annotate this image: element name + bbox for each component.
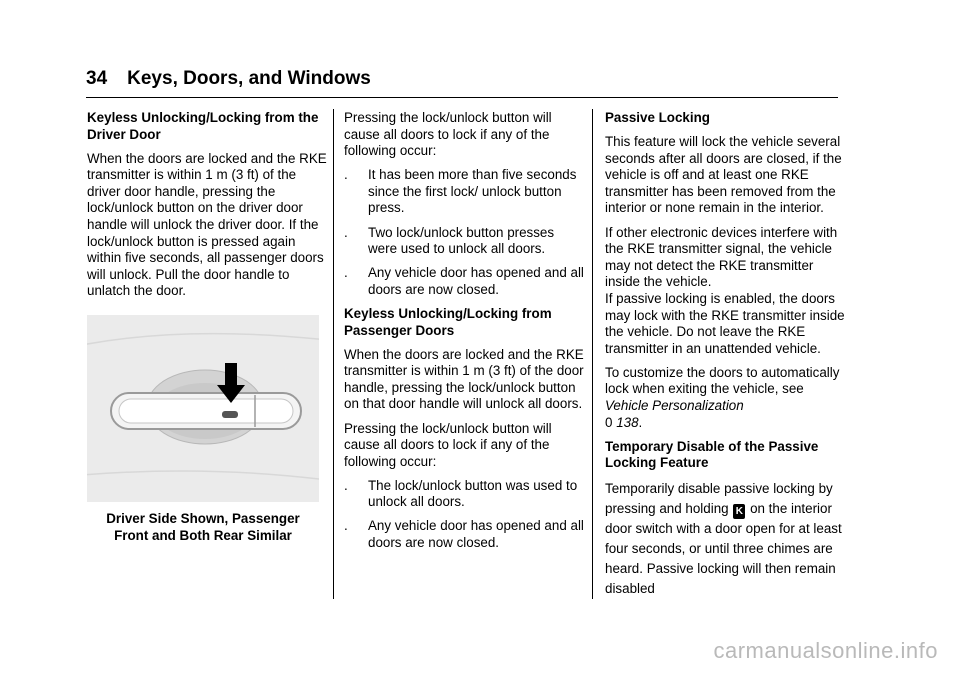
paragraph-customize: To customize the doors to automatically lock when exiting the vehicle, see Vehicle Personalization 0 138.: [605, 364, 840, 430]
bullet-text: Any vehicle door has opened and all doors are now closed.: [368, 265, 584, 297]
watermark: carmanualsonline.info: [713, 638, 938, 663]
list-item: [344, 167, 584, 217]
bullet-text: Two lock/unlock button presses were used to unlock all doors.: [368, 224, 555, 257]
paragraph-temporary-disable: [605, 479, 845, 599]
figure-caption: [87, 511, 319, 544]
passive-warning-text: If passive locking is enabled, the doors may lock with the RKE transmitter inside the vehicle. Do not leave the RKE transmitter in an unattended vehicle.: [605, 290, 845, 356]
vehicle-personalization-link[interactable]: Vehicle Personalization: [605, 398, 744, 413]
door-handle-illustration: [87, 315, 319, 502]
bullet-text: The lock/unlock button was used to unlock all doors.: [368, 477, 578, 510]
header-rule: [86, 97, 838, 98]
paragraph-lock-conditions: Pressing the lock/unlock button will cause all doors to lock if any of the following occur:: [344, 110, 552, 159]
section-title: Keys, Doors, and Windows: [127, 68, 371, 89]
page-number: 34: [86, 68, 108, 89]
disable-text-start: Temporarily disable passive locking by pressing and holding: [605, 481, 833, 517]
bullet-text: It has been more than five seconds since the first lock/ unlock button press.: [368, 167, 577, 216]
paragraph-passive-locking: This feature will lock the vehicle several seconds after all doors are closed, if the vehicle is off and at least one RKE transmitter has been removed from the interior or none remain in the interior.: [605, 134, 842, 216]
heading-passive-locking: Passive Locking: [605, 110, 710, 125]
column-divider-2: [592, 109, 593, 599]
heading-keyless-driver-door: Keyless Unlocking/Locking from the Driver Door: [87, 110, 319, 142]
caption-line-2: Front and Both Rear Similar: [114, 527, 292, 543]
list-item: [344, 265, 584, 298]
list-item: [344, 478, 584, 511]
bullet-marker: .: [344, 224, 348, 240]
caption-line-1: Driver Side Shown, Passenger: [106, 511, 300, 527]
paragraph-driver-door: When the doors are locked and the RKE transmitter is within 1 m (3 ft) of the driver door handle, pressing the lock/unlock button on the driver door handle will unlock the driver door. If the lock/unlock button is pressed again within five seconds, all passenger doors will unlock. Pull the door handle to unlatch the door.: [87, 150, 327, 299]
disable-text-end: on the interior door switch with a door open for at least four seconds, or until three chimes are heard. Passive locking will then remain disabled: [605, 501, 842, 597]
paragraph-passenger-doors: When the doors are locked and the RKE transmitter is within 1 m (3 ft) of the door handle, pressing the lock/unlock button on that door handle will unlock all doors.: [344, 346, 584, 412]
heading-temporary-disable: Temporary Disable of the Passive Locking Feature: [605, 438, 819, 471]
column-3: [605, 110, 845, 607]
bullet-text: Any vehicle door has opened and all doors are now closed.: [368, 518, 584, 551]
column-1: [87, 110, 327, 544]
bullet-marker: .: [344, 518, 348, 534]
customize-text: To customize the doors to automatically lock when exiting the vehicle, see: [605, 364, 840, 397]
page-ref-arrow-icon: 0: [605, 414, 613, 430]
bullet-marker: .: [344, 265, 348, 281]
interference-text: If other electronic devices interfere with the RKE transmitter signal, the vehicle may not detect the RKE transmitter inside the vehicle.: [605, 224, 838, 290]
paragraph-interference: [605, 225, 845, 358]
list-item: [344, 518, 584, 551]
lock-key-icon: K: [733, 504, 745, 519]
list-item: [344, 225, 584, 258]
bullet-marker: .: [344, 477, 348, 493]
page-reference[interactable]: 138: [616, 414, 639, 430]
page-header: [86, 68, 371, 90]
heading-keyless-passenger-doors: Keyless Unlocking/Locking from Passenger Doors: [344, 305, 552, 338]
bullet-marker: .: [344, 167, 348, 183]
paragraph-lock-conditions-2: Pressing the lock/unlock button will cause all doors to lock if any of the following occur:: [344, 420, 552, 469]
column-2: [344, 110, 584, 559]
column-divider-1: [333, 109, 334, 599]
